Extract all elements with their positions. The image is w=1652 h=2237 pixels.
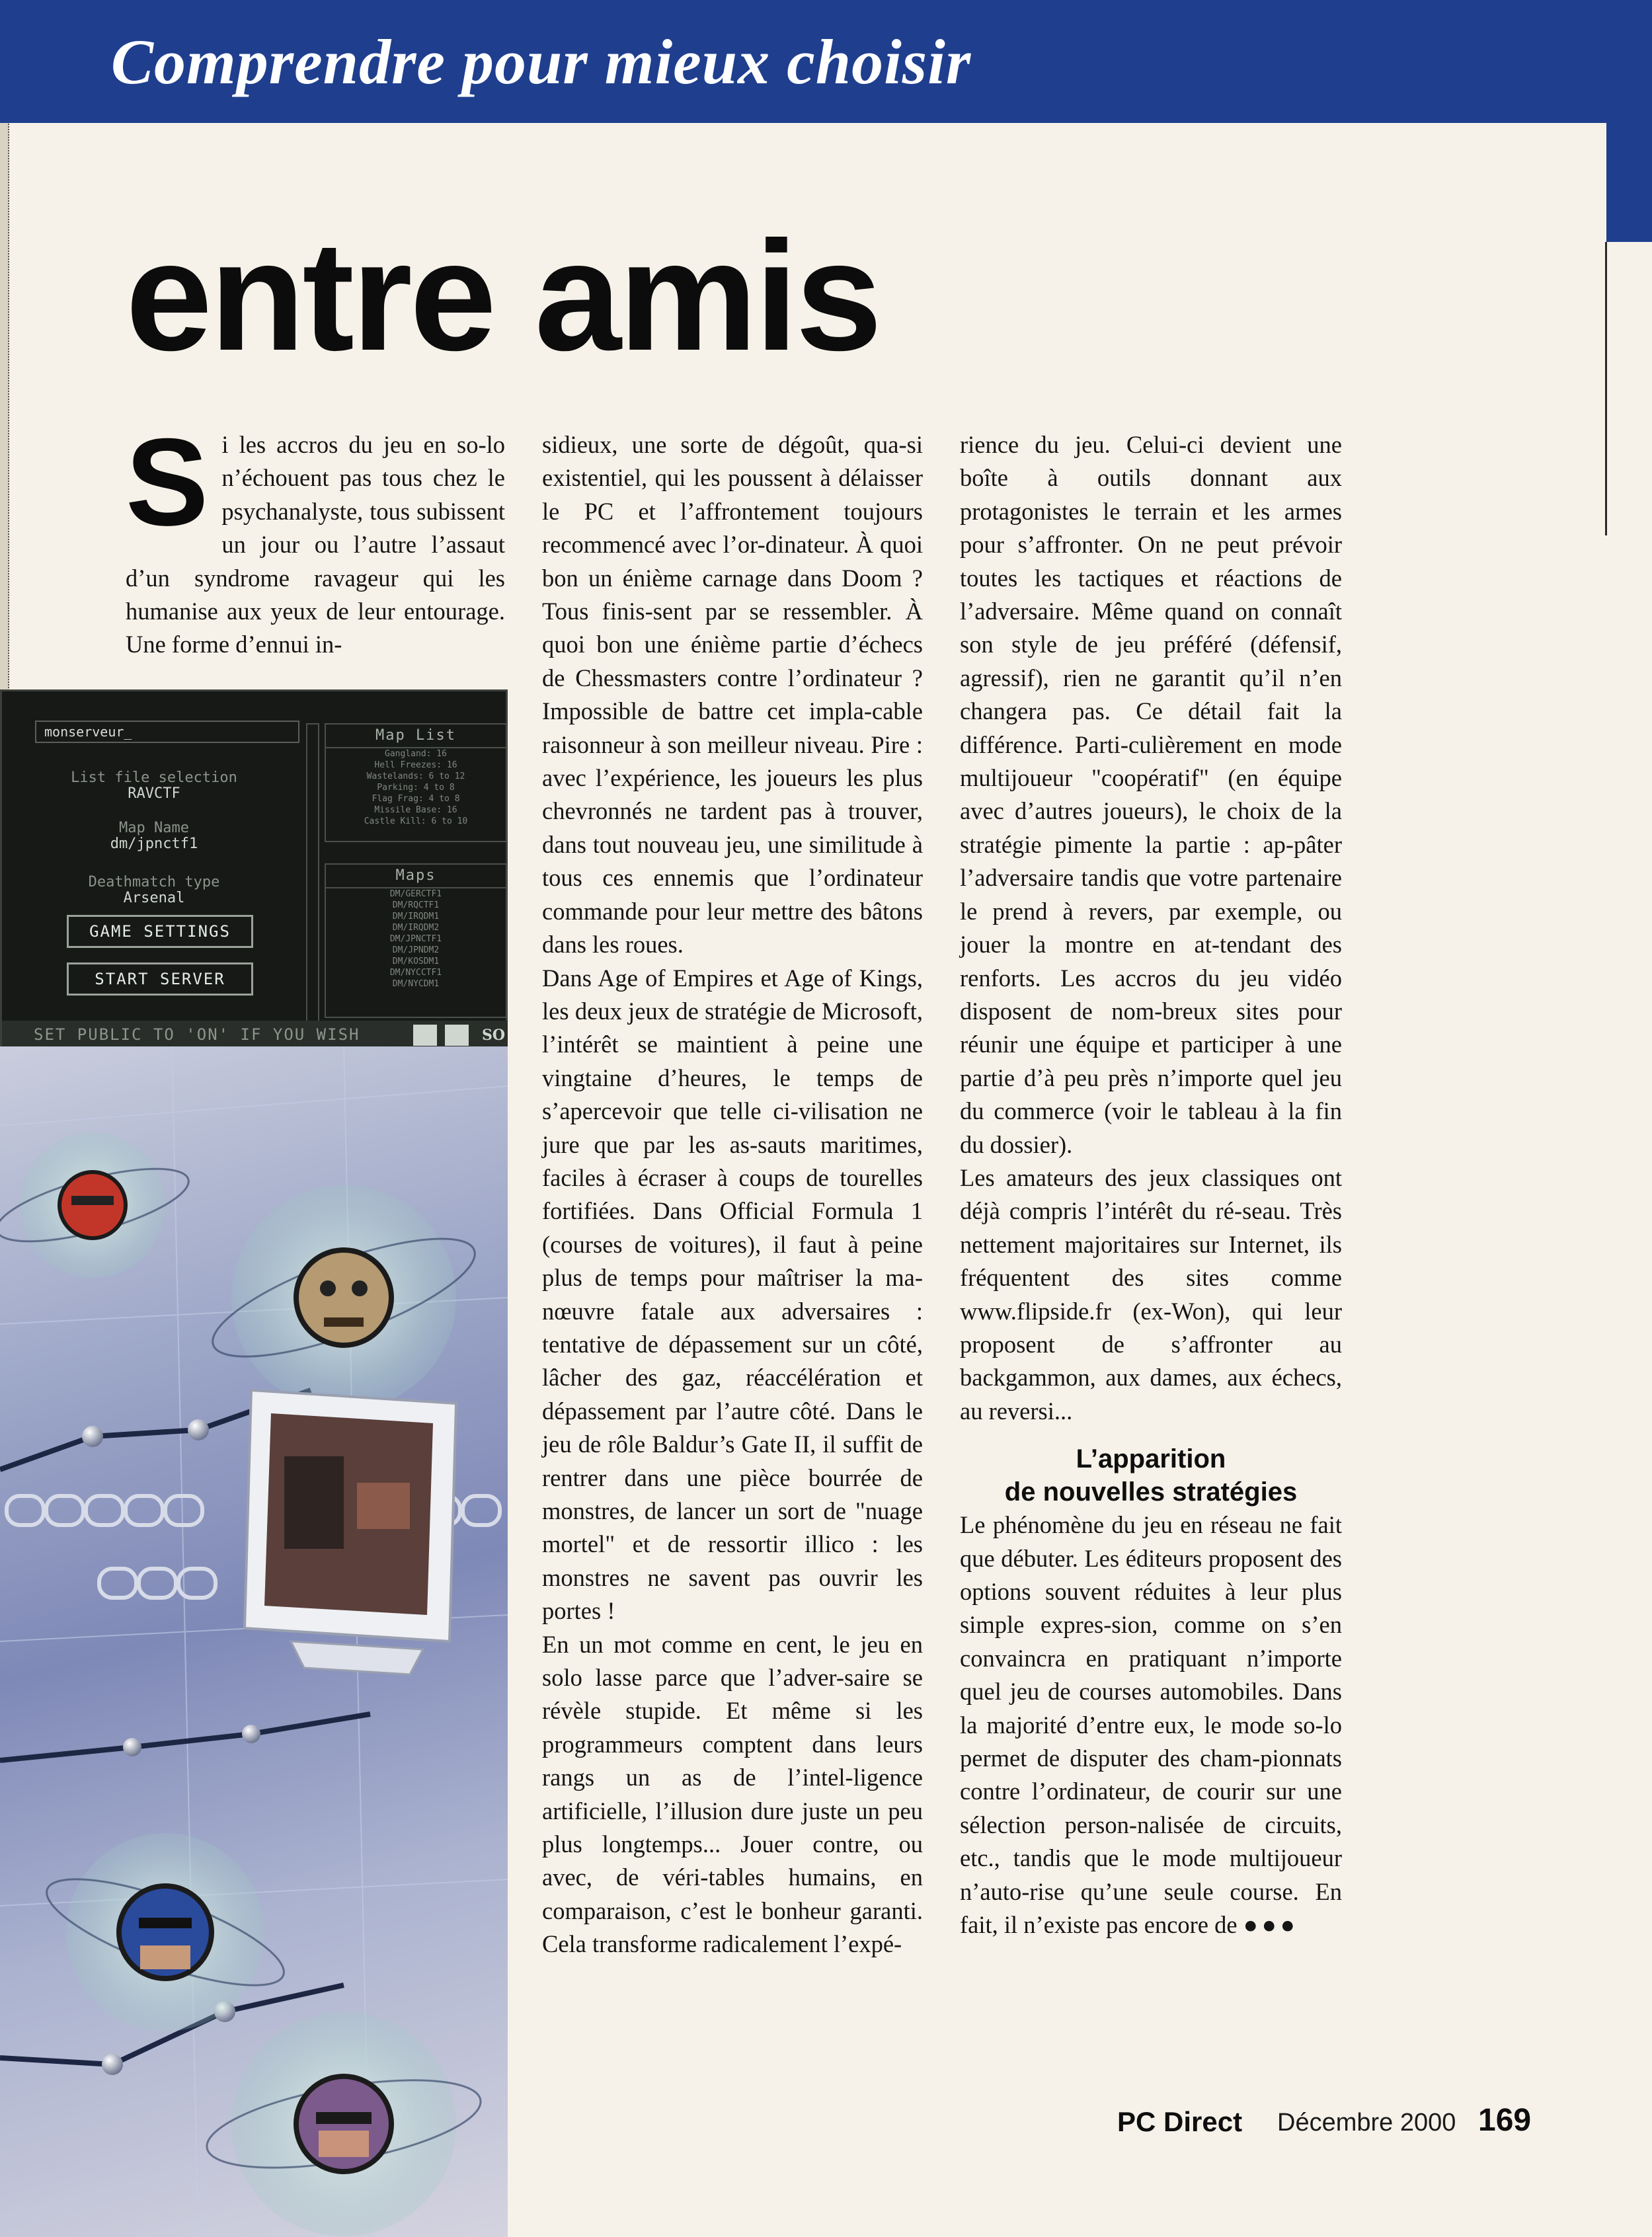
side-rule	[1605, 242, 1607, 535]
monitor-icon	[245, 1390, 456, 1674]
maps-item: DM/IRQDM2	[392, 923, 440, 933]
game-illustration	[0, 689, 508, 2237]
maps-item: DM/NYCDM1	[392, 979, 440, 989]
maps-item: DM/JPNCTF1	[389, 934, 442, 944]
paragraph-text: Le phénomène du jeu en réseau ne fait que débuter. Les éditeurs proposent des options souvent réduites à leur plus simple expres-sion, comme on s’en convaincra en pratiquant n’importe quel jeu de courses automobiles. Dans la majorité d’entre eux, le mode so-lo permet de disputer des cham-pionnats contre l’ordinateur, de courir sur une sélection person-nalisée de circuits, etc., tandis que le mode multijoueur n’auto-rise qu’une seule course. En fait, il n’existe pas encore de	[960, 1511, 1342, 1939]
article-headline: entre amis	[126, 209, 880, 383]
scrollbar	[306, 723, 319, 1034]
map-name-value: dm/jpnctf1	[110, 836, 198, 852]
subheading	[960, 1442, 1342, 1509]
subheading-line-2: de nouvelles stratégies	[1004, 1477, 1298, 1507]
map-list-panel	[325, 723, 507, 842]
map-list-item: Missile Base: 16	[374, 805, 457, 815]
avatar-blue	[119, 1886, 212, 1979]
map-list-item: Flag Frag: 4 to 8	[372, 794, 460, 804]
list-file-value: RAVCTF	[128, 785, 180, 802]
network-artwork	[0, 1046, 508, 2237]
map-list-title: Map List	[326, 725, 506, 748]
subheading-line-1: L’apparition	[1076, 1444, 1226, 1474]
sound-label: SO	[482, 1027, 506, 1044]
map-list-items	[326, 748, 506, 827]
magazine-name: PC Direct	[1117, 2106, 1243, 2137]
maps-item: DM/GERCTF1	[389, 889, 442, 899]
map-name-label: Map Name	[119, 820, 189, 836]
server-setup-screenshot	[0, 689, 508, 1046]
network-artwork-svg	[0, 1046, 508, 2237]
avatar-helmet	[296, 2076, 391, 2172]
column-2	[542, 428, 923, 1961]
map-list-item: Parking: 4 to 8	[377, 783, 455, 793]
back-arrow-icon	[413, 1025, 437, 1046]
deathmatch-value: Arsenal	[123, 890, 185, 906]
paragraph: rience du jeu. Celui-ci devient une boîte à outils donnant aux protagonistes le terrain et les armes pour s’affronter. On ne peut prévoir toutes les tactiques et réactions de l’adversaire. Même quand on connaît son style de jeu préféré (défensif, agressif), rien ne garantit qu’il n’en changera pas. Ce détail fait la différence. Parti-culièrement en mode multijoueur "coopératif" (en équipe avec d’autres joueurs), le choix de la stratégie pimente la partie : ap-pâter l’adversaire tandis que votre partenaire le prend à revers, par exemple, ou jouer la montre en at-tendant des renforts. Les accros du jeu vidéo disposent de nom-breux sites pour réunir une équipe et participer à une partie d’à peu près n’importe quel jeu du commerce (voir le tableau à la fin du dossier).	[960, 431, 1342, 1158]
continuation-mark: ●●●	[1243, 1911, 1299, 1939]
paragraph: Les amateurs des jeux classiques ont déjà compris l’intérêt du ré-seau. Très nettement majoritaires sur Internet, ils fréquentent des sites comme www.flipside.fr (ex-Won), qui leur proposent de s’affronter au backgammon, aux dames, aux échecs, au reversi...	[960, 1163, 1342, 1425]
paragraph: En un mot comme en cent, le jeu en solo lasse parce que l’adver-saire se révèle stupide. Et même si les programmeurs comptent dans leurs rangs un as de l’intel-ligence artificielle, l’illusion dure juste un peu plus longtemps... Jouer contre, ou avec, de véri-tables humains, en comparaison, c’est le bonheur garanti. Cela transforme radicalement l’expé-	[542, 1630, 923, 1958]
paragraph: sidieux, une sorte de dégoût, qua-si existentiel, qui les poussent à délaisser le PC et l’affrontement toujours recommencé avec l’or-dinateur. À quoi bon un énième carnage dans Doom ? Tous finis-sent par se ressembler. À quoi bon une énième partie d’échecs de Chessmasters contre l’ordinateur ? Impossible de battre cet impla-cable raisonneur à son meilleur niveau. Pire : avec l’expérience, les joueurs les plus chevronnés ne tardent pas à trouver, dans tout nouveau jeu, une similitude à tous ces ennemis que l’ordinateur commande pour leur mettre des bâtons dans les roues.	[542, 431, 923, 959]
maps-item: DM/NYCCTF1	[389, 968, 442, 978]
map-list-item: Castle Kill: 6 to 10	[364, 816, 468, 826]
game-settings-button: GAME SETTINGS	[67, 915, 253, 948]
status-bar: SET PUBLIC TO 'ON' IF YOU WISH	[2, 1021, 508, 1048]
avatar-red	[59, 1172, 126, 1238]
maps-item: DM/IRQDM1	[392, 912, 440, 922]
section-band	[0, 0, 1652, 123]
column-3	[960, 428, 1342, 1942]
map-list-item: Gangland: 16	[385, 749, 447, 759]
drop-cap: S	[126, 412, 209, 551]
maps-item: DM/RQCTF1	[392, 900, 440, 910]
paragraph: Dans Age of Empires et Age of Kings, les deux jeux de stratégie de Microsoft, l’intérêt se maintient à peine une vingtaine d’heures, le temps de s’apercevoir que telle ci-vilisation ne jure que par les as-sauts maritimes, faciles à écraser à coups de tourelles fortifiées. Dans Official Formula 1 (courses de voitures), il faut à peine plus de temps pour maîtriser la ma-nœuvre fatale aux adversaires : tentative de dépassement sur un côté, lâcher des gaz, réaccélération et dépassement par l’autre côté. Dans le jeu de rôle Baldur’s Gate II, il suffit de rentrer dans une pièce bourrée de monstres, de lancer un sort de "nuage mortel" et de ressortir illico : les monstres ne savent pas ouvrir les portes !	[542, 964, 923, 1625]
start-server-button: START SERVER	[67, 962, 253, 996]
maps-items	[326, 888, 506, 990]
map-list-item: Hell Freezes: 16	[374, 760, 457, 770]
paragraph	[960, 1509, 1342, 1942]
issue-date: Décembre 2000	[1277, 2109, 1456, 2137]
avatar-skull	[296, 1250, 391, 1345]
side-tab	[1606, 123, 1652, 242]
map-list-item: Wastelands: 6 to 12	[366, 771, 465, 781]
server-name-input: monserveur_	[35, 721, 299, 743]
paragraph-intro: i les accros du jeu en so-lo n’échouent pas tous chez le psychanalyste, tous subissent un jour ou l’autre l’assaut d’un syndrome ravageur qui les humanise aux yeux de leur entourage. Une forme d’ennui in-	[126, 431, 505, 658]
deathmatch-label: Deathmatch type	[88, 874, 220, 890]
settings-icon	[445, 1025, 469, 1046]
maps-item: DM/KOSDM1	[392, 957, 440, 966]
column-1	[126, 412, 505, 662]
maps-item: DM/JPNDM2	[392, 945, 440, 955]
maps-title: Maps	[326, 865, 506, 888]
section-title: Comprendre pour mieux choisir	[111, 26, 972, 97]
maps-panel	[325, 863, 507, 1018]
page-number: 169	[1478, 2103, 1532, 2138]
list-file-label: List file selection	[71, 769, 237, 786]
